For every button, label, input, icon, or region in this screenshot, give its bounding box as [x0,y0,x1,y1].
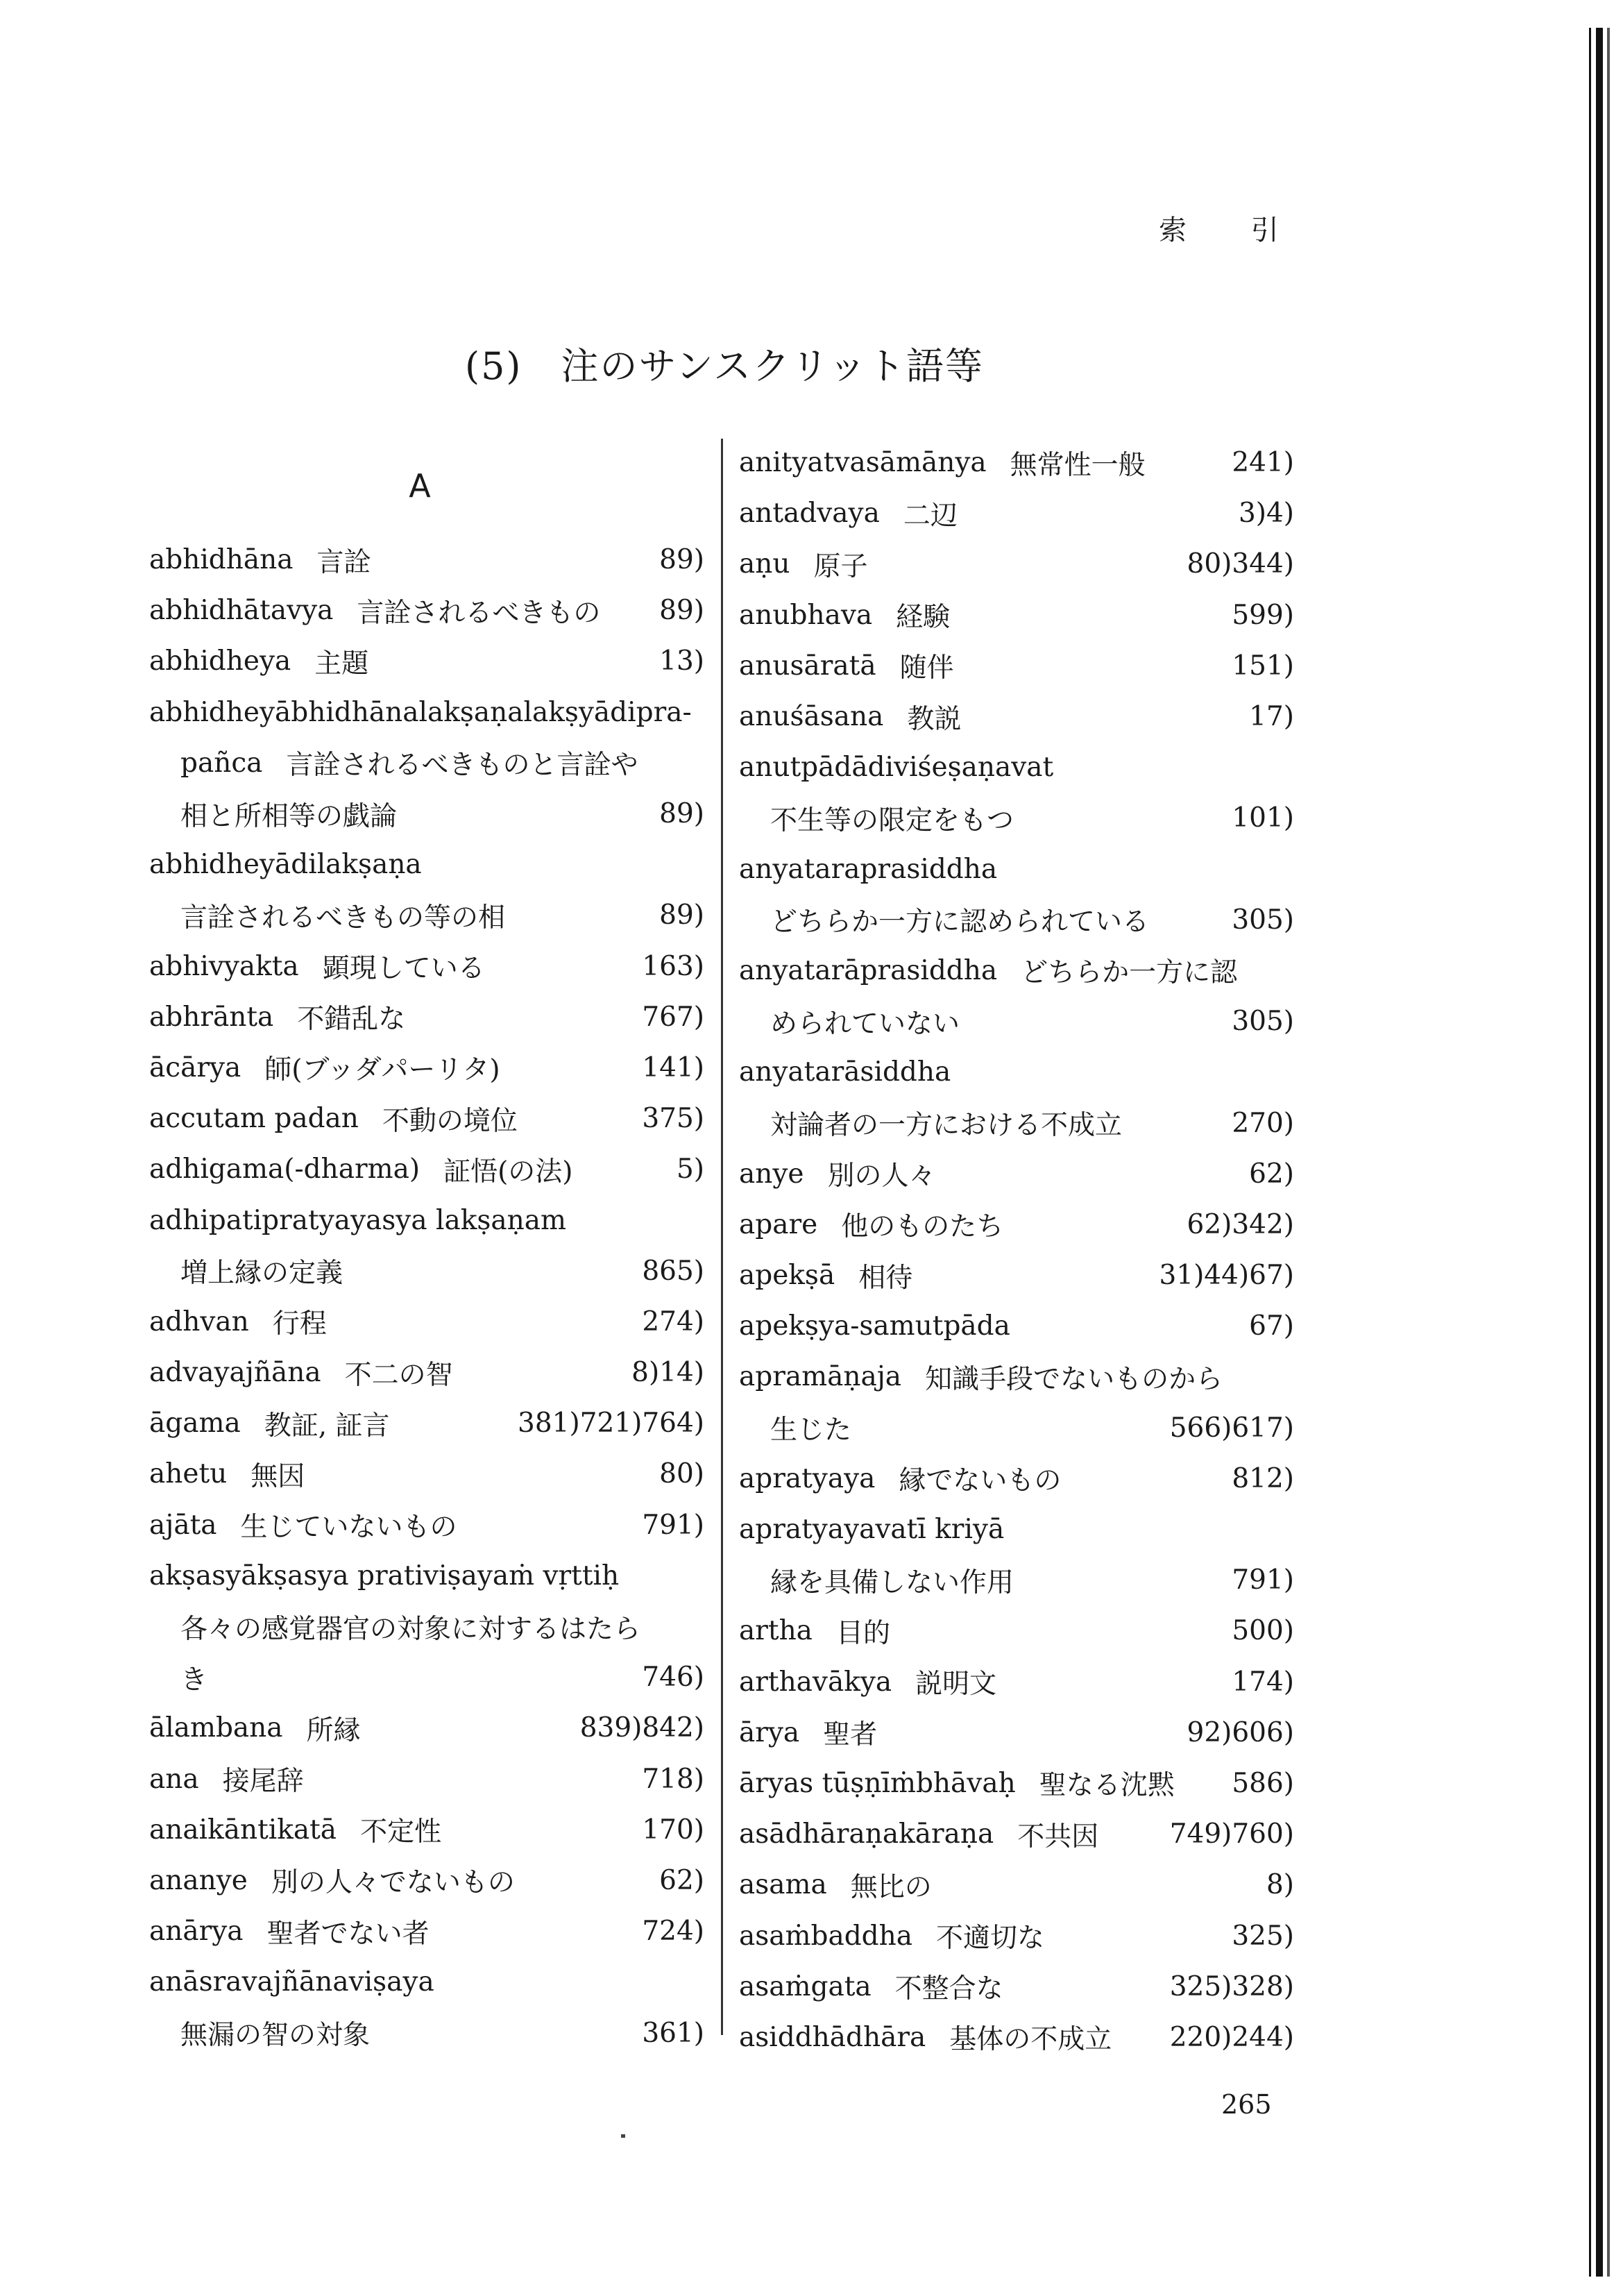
entry-gloss: 聖者 [823,1719,878,1751]
index-entry [149,1398,704,1449]
entry-gloss: 言詮されるべきもの [357,597,601,629]
entry-gloss: 二辺 [903,500,958,532]
scan-edge-line [1607,28,1610,2277]
index-entry [149,1754,704,1805]
entry-ref: 62)342) [1187,1208,1294,1240]
index-entry [149,1043,704,1093]
entry-ref: 812) [1232,1462,1294,1494]
entry-gloss: 基体の不成立 [949,2024,1112,2056]
index-entry [739,1758,1294,1809]
entry-gloss: 不生等の限定をもつ [770,804,1014,836]
entry-gloss: 師(ブッダパーリタ) [264,1054,500,1086]
entry-ref: 13) [659,645,704,677]
index-entry [739,1504,1294,1555]
entry-term: anārya [149,1916,244,1948]
index-entry [739,1453,1294,1504]
entry-gloss: 相と所相等の戯論 [180,800,398,832]
index-entry [739,1657,1294,1707]
index-entry [149,941,704,992]
index-entry [739,1605,1294,1656]
entry-ref: 163) [642,950,704,982]
entry-gloss: 不共因 [1017,1821,1099,1852]
entry-gloss: 言詮 [316,546,371,578]
entry-ref: 80) [659,1458,704,1490]
entry-term: asaṁbaddha [739,1920,913,1952]
entry-term: adhipatipratyayasya lakṣaṇam [149,1204,566,1236]
entry-gloss: 言詮されるべきもの等の相 [180,902,506,934]
index-entry [739,590,1294,641]
entry-gloss: 目的 [835,1617,890,1649]
entry-term: anaikāntikatā [149,1814,337,1846]
entry-gloss: 別の人々でないもの [271,1867,515,1899]
index-entry [739,895,1294,945]
entry-ref: 89) [659,544,704,576]
entry-term: ananye [149,1864,248,1896]
index-entry [149,1805,704,1855]
entry-term: anutpādādiviśeṣaṇavat [739,752,1054,784]
entry-term: āryas tūṣṇīṁbhāvaḥ [739,1767,1016,1799]
entry-ref: 5) [676,1154,704,1185]
entry-term: anyatarāprasiddha [739,954,998,986]
entry-ref: 724) [642,1916,704,1948]
index-entry [149,1500,704,1551]
index-entry [739,1910,1294,1961]
entry-ref: 92)606) [1187,1716,1294,1748]
entry-gloss: 説明文 [915,1669,997,1700]
index-entry [149,1855,704,1906]
entry-ref: 566)617) [1169,1412,1294,1444]
entry-ref: 241) [1232,447,1294,479]
entry-term: akṣasyākṣasya prativiṣayaṁ vṛttiḥ [149,1560,620,1592]
entry-term: anusāratā [739,650,876,682]
entry-term: asiddhādhāra [739,2021,926,2053]
entry-gloss: 教証, 証言 [264,1410,390,1442]
index-entry [739,945,1294,996]
entry-term: arthavākya [739,1666,892,1698]
index-entry [149,1652,704,1703]
entry-ref: 500) [1232,1615,1294,1647]
index-entry [149,1906,704,1957]
index-entry [739,1351,1294,1402]
index-column-right [739,437,1294,2063]
index-entry [739,742,1294,793]
index-entry [739,2012,1294,2063]
entry-gloss: 不適切な [936,1923,1045,1955]
entry-term: ahetu [149,1458,228,1490]
index-entry [739,691,1294,742]
entry-ref: 80)344) [1187,548,1294,580]
index-entry [149,1347,704,1398]
entry-ref: 17) [1249,701,1294,733]
entry-gloss: 縁でないもの [899,1465,1062,1497]
entry-ref: 305) [1232,1006,1294,1038]
entry-gloss: められていない [770,1008,960,1040]
entry-gloss: 無常性一般 [1010,449,1146,481]
entry-term: asaṁgata [739,1970,872,2002]
entry-term: āgama [149,1408,241,1440]
entry-gloss: 無因 [250,1460,305,1492]
entry-term: abhivyakta [149,950,299,982]
index-entry [149,1195,704,1245]
index-entry [149,585,704,636]
entry-ref: 749)760) [1169,1818,1294,1850]
entry-term: apratyaya [739,1462,876,1494]
entry-term: anuśāsana [739,701,884,733]
entry-gloss: 各々の感覚器官の対象に対するはたら [180,1613,641,1645]
entry-term: abhrānta [149,1001,274,1033]
entry-gloss: 原子 [813,550,868,582]
entry-ref: 746) [642,1662,704,1694]
entry-ref: 839)842) [579,1712,704,1744]
entry-term: abhidhāna [149,544,294,576]
entry-gloss: 縁を具備しない作用 [770,1567,1014,1598]
index-entry [149,534,704,585]
index-entry [739,793,1294,843]
entry-ref: 31)44)67) [1159,1260,1294,1292]
entry-term: ana [149,1763,199,1795]
entry-gloss: 教説 [907,703,962,735]
column-divider [721,439,723,2035]
entry-ref: 381)721)764) [518,1408,704,1440]
index-entry [149,1601,704,1652]
entry-gloss: 行程 [272,1308,327,1340]
entry-term: anubhava [739,599,873,631]
entry-term: pañca [180,747,263,779]
entry-gloss: 主題 [314,648,369,679]
entry-gloss: き [180,1664,208,1696]
entry-term: anyatarāsiddha [739,1056,951,1088]
entry-term: anāsravajñānaviṣaya [149,1966,434,1998]
entry-term: apare [739,1208,818,1240]
entry-term: abhidheyābhidhānalakṣaṇalakṣyādipra- [149,696,692,728]
section-title: (5) 注のサンスクリット語等 [465,344,985,388]
scan-edge-line [1589,28,1591,2277]
entry-term: adhigama(-dharma) [149,1154,420,1185]
entry-ref: 89) [659,900,704,931]
entry-gloss: 所縁 [306,1714,361,1746]
entry-gloss: 相待 [858,1262,913,1294]
entry-term: apekṣya-samutpāda [739,1310,1010,1342]
entry-term: advayajñāna [149,1357,321,1389]
entry-gloss: 生じた [770,1415,852,1446]
entry-ref: 375) [642,1103,704,1135]
index-entry [149,839,704,890]
entry-term: ālambana [149,1712,283,1744]
index-entry [739,641,1294,691]
entry-ref: 361) [642,2017,704,2049]
entry-gloss: 知識手段でないものから [925,1363,1223,1395]
index-entry [149,1957,704,2007]
index-entry [149,1093,704,1144]
index-entry [149,1297,704,1347]
index-entry [739,1149,1294,1199]
entry-gloss: 不定性 [360,1816,442,1848]
entry-term: artha [739,1615,813,1647]
entry-gloss: 顕現している [322,953,485,985]
entry-ref: 791) [1232,1564,1294,1596]
entry-ref: 718) [642,1763,704,1795]
entry-term: ajāta [149,1509,217,1541]
entry-term: ācārya [149,1052,241,1083]
entry-ref: 599) [1232,599,1294,631]
entry-gloss: 証悟(の法) [443,1156,573,1188]
entry-gloss: 不二の智 [344,1359,453,1391]
entry-gloss: どちらか一方に認 [1021,957,1238,989]
entry-term: abhidheyādilakṣaṇa [149,849,422,881]
page-number: 265 [1221,2089,1272,2120]
index-entry [149,2007,704,2058]
entry-term: anityatvasāmānya [739,447,987,479]
index-column-left [149,437,704,2059]
index-entry [149,1703,704,1753]
index-entry [739,1555,1294,1605]
entry-term: accutam padan [149,1103,359,1135]
entry-gloss: 無比の [850,1871,932,1903]
entry-ref: 67) [1249,1310,1294,1342]
entry-ref: 305) [1232,904,1294,936]
entry-ref: 220)244) [1169,2021,1294,2053]
entry-term: adhvan [149,1306,249,1337]
entry-term: asama [739,1869,827,1901]
index-entry [739,1707,1294,1758]
index-entry [739,1961,1294,2012]
index-entry [149,992,704,1043]
entry-gloss: 別の人々 [827,1160,936,1192]
entry-gloss: 聖者でない者 [266,1918,430,1950]
entry-gloss: 経験 [896,602,951,634]
index-entry [739,1250,1294,1301]
entry-ref: 151) [1232,650,1294,682]
index-entry [739,996,1294,1047]
entry-ref: 274) [642,1306,704,1337]
index-entry [149,1449,704,1499]
entry-gloss: 対論者の一方における不成立 [770,1110,1123,1142]
entry-ref: 586) [1232,1767,1294,1799]
entry-gloss: 聖なる沈黙 [1039,1770,1175,1802]
entry-ref: 101) [1232,802,1294,834]
entry-gloss: 生じていないもの [240,1512,457,1544]
entry-gloss: 無漏の智の対象 [180,2020,371,2052]
index-entry [739,1809,1294,1859]
entry-term: apekṣā [739,1260,835,1292]
entry-ref: 62) [659,1864,704,1896]
index-entry [739,1859,1294,1910]
entry-gloss: 随伴 [899,652,954,684]
entry-gloss: 増上縁の定義 [180,1258,343,1290]
index-entry [149,636,704,686]
entry-gloss: 不整合な [894,1973,1003,2005]
index-entry [149,788,704,839]
entry-gloss: 言詮されるべきものと言詮や [286,750,638,782]
entry-ref: 325)328) [1169,1970,1294,2002]
index-entry [739,1199,1294,1250]
index-entry [149,1551,704,1601]
entry-term: asādhāraṇakāraṇa [739,1818,994,1850]
entry-ref: 270) [1232,1107,1294,1139]
entry-term: apratyayavatī kriyā [739,1514,1005,1546]
entry-term: apramāṇaja [739,1361,902,1393]
entry-ref: 141) [642,1052,704,1083]
index-entry [149,1144,704,1195]
entry-ref: 89) [659,798,704,830]
entry-ref: 8)14) [631,1357,704,1389]
entry-term: abhidheya [149,645,291,677]
entry-ref: 62) [1249,1158,1294,1190]
entry-term: antadvaya [739,498,880,530]
entry-ref: 791) [642,1509,704,1541]
entry-gloss: 接尾辞 [222,1766,304,1798]
entry-term: anyataraprasiddha [739,853,998,885]
scan-edge-line [1596,28,1603,2277]
entry-ref: 170) [642,1814,704,1846]
entry-ref: 174) [1232,1666,1294,1698]
entry-ref: 89) [659,595,704,627]
running-head: 索 引 [1159,214,1307,246]
index-entry [739,844,1294,895]
index-entry [149,890,704,940]
entry-ref: 8) [1266,1869,1294,1901]
entry-ref: 3)4) [1238,498,1294,530]
index-entry [739,437,1294,488]
index-entry [739,1097,1294,1148]
entry-term: aṇu [739,548,790,580]
index-entry [149,738,704,788]
entry-ref: 767) [642,1001,704,1033]
entry-ref: 865) [642,1255,704,1287]
entry-gloss: どちらか一方に認められている [770,906,1150,938]
entry-term: abhidhātavya [149,595,334,627]
index-entry [739,539,1294,589]
index-entry [739,1403,1294,1453]
entry-ref: 325) [1232,1920,1294,1952]
entry-term: ārya [739,1716,800,1748]
letter-heading: A [409,467,431,505]
index-entry [739,1301,1294,1351]
entry-term: anye [739,1158,804,1190]
index-entry [739,1047,1294,1097]
entry-gloss: 他のものたち [841,1211,1004,1243]
index-entry [149,1246,704,1297]
entry-gloss: 不錯乱な [297,1004,406,1036]
index-entry [739,488,1294,539]
entry-gloss: 不動の境位 [382,1105,518,1137]
scan-speck [621,2134,625,2138]
index-entry [149,687,704,738]
